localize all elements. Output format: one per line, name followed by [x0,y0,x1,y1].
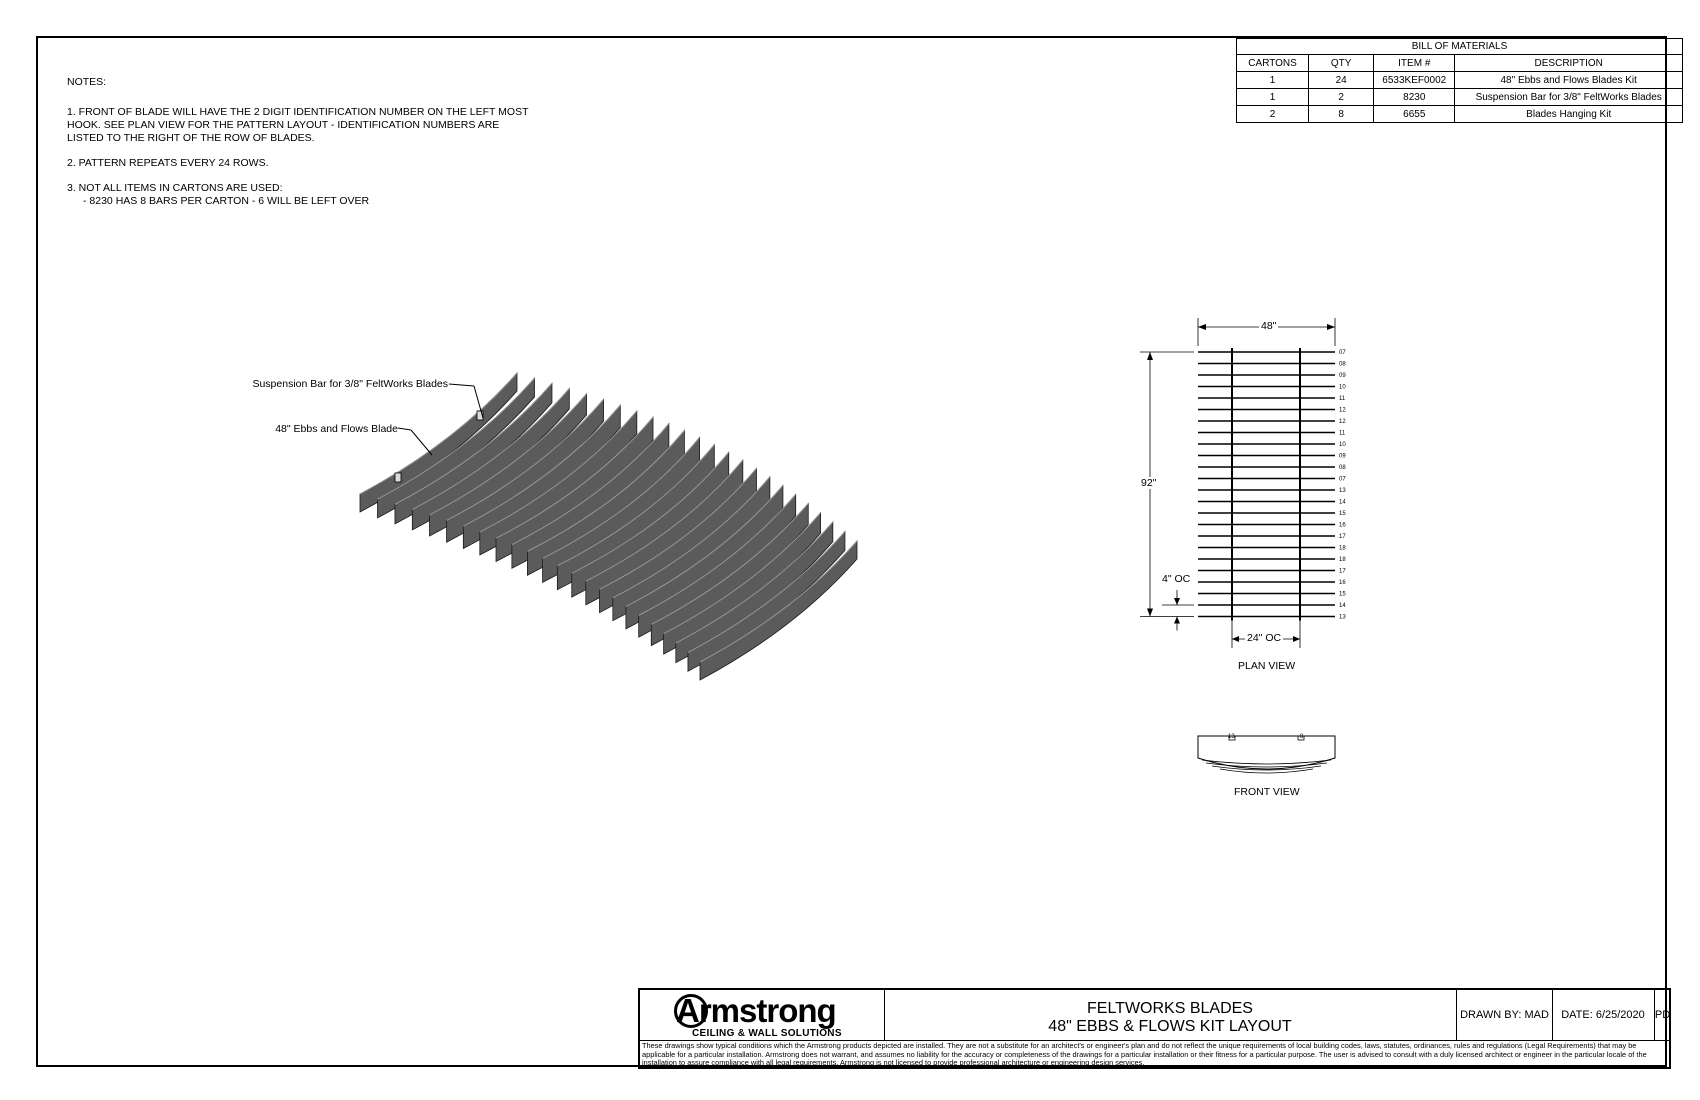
blade-callout: 48" Ebbs and Flows Blade [275,423,398,435]
front-view [1198,736,1335,773]
plan-width-dimension: 48" [1261,320,1277,332]
plan-blade-id: 11 [1339,430,1346,437]
bom-cell: 8230 [1374,89,1455,106]
suspension-hook [395,473,401,482]
title-block [638,988,1671,1069]
plan-blade-id: 17 [1339,534,1346,540]
dimension-arrow [1232,636,1239,642]
bom-cell: 2 [1309,89,1374,106]
plan-blade-id: 09 [1339,453,1346,460]
plan-blade-id: 15 [1339,511,1346,517]
note-3-text: 3. NOT ALL ITEMS IN CARTONS ARE USED: [67,182,283,194]
plan-blade-id: 11 [1339,396,1346,402]
plan-blade-id: 08 [1339,465,1346,471]
dimension-arrow [1198,324,1206,330]
plan-view-title: PLAN VIEW [1238,660,1296,672]
bom-cell: 48" Ebbs and Flows Blades Kit [1455,72,1683,89]
bom-header: QTY [1309,55,1374,72]
dimension-arrow [1327,324,1335,330]
front-view-marker-right: 8 [1300,734,1304,740]
dimension-arrow [1293,636,1300,642]
plan-blade-id: 10 [1339,384,1346,391]
plan-blade-id: 18 [1339,557,1346,563]
bom-cell: 8 [1309,106,1374,123]
plan-blade-id: 13 [1339,488,1346,494]
plan-blade-id: 15 [1339,591,1346,598]
note-2: 2. PATTERN REPEATS EVERY 24 ROWS. [67,157,269,169]
dimension-arrow [1174,617,1180,624]
isometric-blades-view [360,373,857,680]
notes-heading: NOTES: [67,76,107,88]
logo-tagline: CEILING & WALL SOLUTIONS [692,1028,842,1039]
bom-header: ITEM # [1374,55,1455,72]
drawn-by: DRAWN BY: MAD [1457,990,1553,1040]
plan-blade-id: 07 [1339,350,1346,356]
plan-blade-id: 14 [1339,499,1346,506]
bom-header: DESCRIPTION [1455,55,1683,72]
bom-cell: 2 [1237,106,1309,123]
bom-header: CARTONS [1237,55,1309,72]
drawing-title [884,990,1457,1040]
plan-view [1140,318,1346,648]
plan-spacing-dimension: 4" OC [1162,573,1191,585]
dimension-arrow [1147,609,1153,617]
plan-blade-id: 16 [1339,580,1346,586]
logo-wordmark: Armstrong [676,992,836,1029]
bom-cell: 6533KEF0002 [1374,72,1455,89]
plan-blade-id: 07 [1339,476,1346,483]
plan-blade-id: 18 [1339,545,1346,552]
plan-blade-id: 10 [1339,442,1346,448]
note-3-sub: - 8230 HAS 8 BARS PER CARTON - 6 WILL BE LEFT OVER [83,195,370,207]
plan-blade-id: 09 [1339,373,1346,379]
plan-blade-id: 13 [1339,614,1346,621]
plan-length-dimension: 92" [1141,477,1157,489]
plan-blade-id: 14 [1339,603,1346,609]
bom-cell: 6655 [1374,106,1455,123]
note-1: 1. FRONT OF BLADE WILL HAVE THE 2 DIGIT IDENTIFICATION NUMBER ON THE LEFT MOST HOOK. SEE PLAN VIEW FOR THE PATTERN LAYOUT - IDENTIFICATION NUMBERS ARE LISTED TO THE RIGHT OF THE ROW OF BLADES. [67,106,529,144]
drawing-title-line-2: 48" EBBS & FLOWS KIT LAYOUT [1048,1018,1292,1035]
bom-cell: 1 [1237,89,1309,106]
disclaimer-text: These drawings show typical conditions which the Armstrong products depicted are installed. They are not a substitute for an architect's or engineer's plan and do not reflect the unique requirements of local building codes, laws, statutes, ordinances, rules and regulations (Legal Requirements) that may be applicable for a particular installation. Armstrong does not warrant, and assumes no liability for the accuracy or completeness of the drawings for a particular installation or their fitness for a particular purpose. The user is advised to consult with a duly licensed architect or engineer in the particular locale of the installation to assure compliance with all legal requirements. Armstrong is not licensed to provide professional architecture or engineering design services. [640,1040,1669,1067]
sheet-code: PD [1654,1009,1671,1021]
suspension-bar-callout: Suspension Bar for 3/8" FeltWorks Blades [252,378,448,390]
plan-blade-id: 08 [1339,361,1346,368]
plan-blade-id: 17 [1339,568,1346,575]
plan-blade-id: 12 [1339,419,1346,425]
plan-blade-id: 12 [1339,407,1346,414]
drawing-title-line-1: FELTWORKS BLADES [1087,1000,1253,1017]
bom-cell: 24 [1309,72,1374,89]
bom-cell: Blades Hanging Kit [1455,106,1683,123]
front-view-title: FRONT VIEW [1234,786,1300,798]
bom-title: BILL OF MATERIALS [1237,39,1683,55]
bom-cell: Suspension Bar for 3/8" FeltWorks Blades [1455,89,1683,106]
plan-blade-id: 16 [1339,522,1346,529]
bom-cell: 1 [1237,72,1309,89]
plan-bar-spacing-dimension: 24" OC [1247,632,1282,644]
dimension-arrow [1147,352,1153,360]
dimension-arrow [1174,598,1180,605]
front-view-marker-left: 13 [1228,734,1235,740]
drawing-date: DATE: 6/25/2020 [1552,990,1655,1040]
armstrong-logo [640,990,885,1040]
